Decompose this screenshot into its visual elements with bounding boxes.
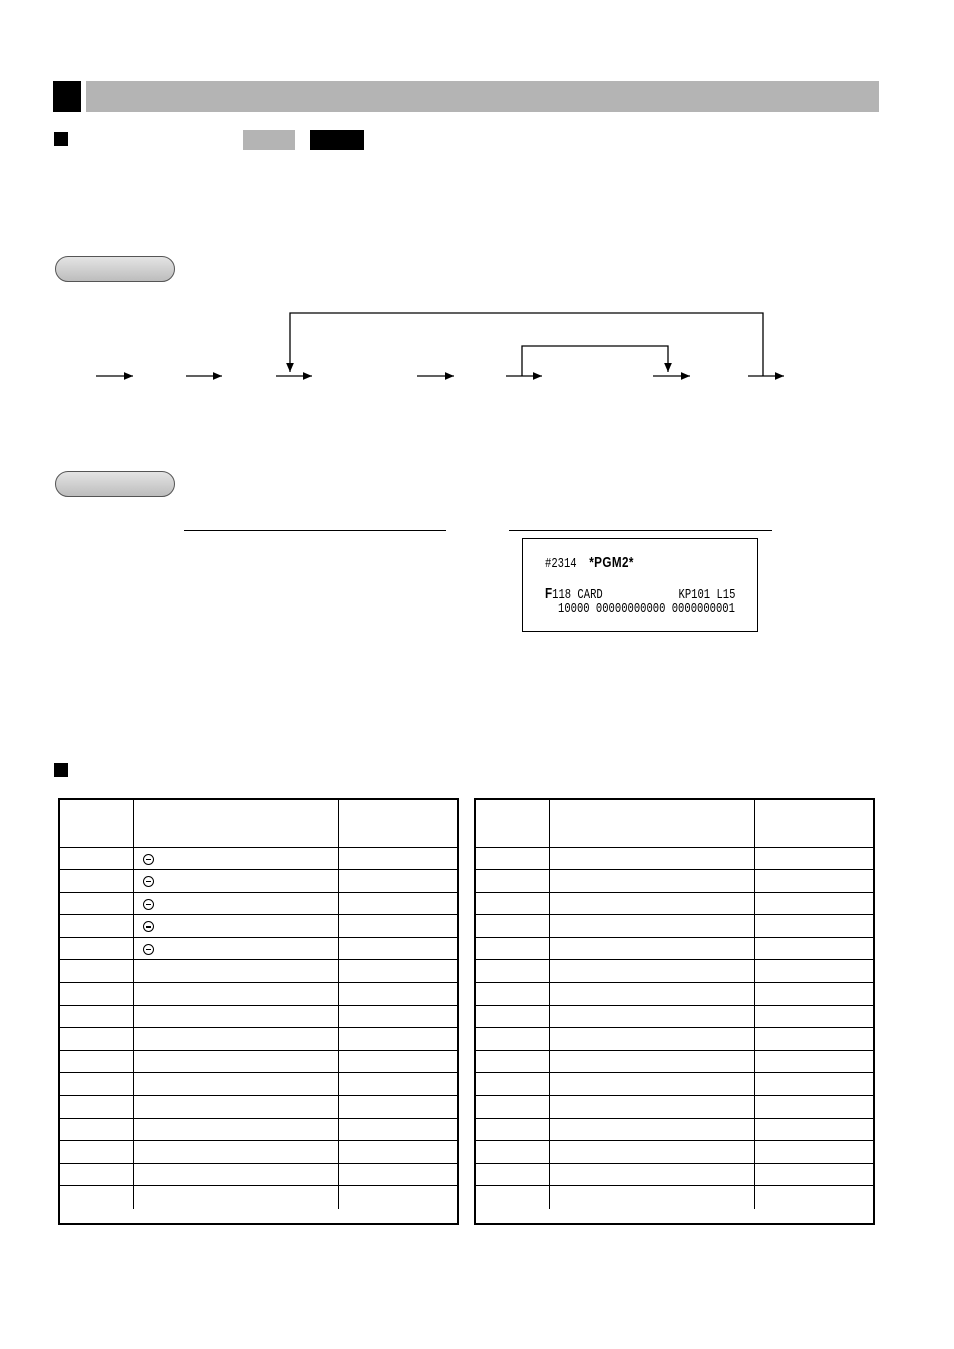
- table-cell: [549, 1005, 754, 1028]
- table-row: [476, 1163, 873, 1186]
- table-row: [60, 1163, 457, 1186]
- table-cell: [754, 1050, 873, 1073]
- table-cell: [476, 892, 549, 915]
- table-cell: [133, 870, 338, 893]
- minus-key-icon: [143, 854, 154, 865]
- table-row: [476, 1073, 873, 1096]
- header-cell: [549, 800, 754, 847]
- table-cell: [476, 915, 549, 938]
- receipt-values-line: 10000 00000000000 0000000001: [558, 602, 735, 617]
- table-cell: [754, 892, 873, 915]
- table-cell: [133, 1028, 338, 1051]
- table-cell: [338, 915, 457, 938]
- table-row: [476, 847, 873, 870]
- minus-key-icon: [143, 876, 154, 887]
- table-cell: [60, 847, 133, 870]
- table-cell: [60, 1073, 133, 1096]
- header-cell: [754, 800, 873, 847]
- minus-key-icon: [143, 944, 154, 955]
- table-cell: [133, 915, 338, 938]
- header-cell: [133, 800, 338, 847]
- receipt-line-3: [558, 603, 735, 617]
- table-row: [60, 937, 457, 960]
- subsection-bullet: [54, 132, 68, 146]
- table-cell: [549, 915, 754, 938]
- table-cell: [60, 870, 133, 893]
- table-cell: [549, 1073, 754, 1096]
- table-cell: [754, 1186, 873, 1209]
- table-cell: [754, 960, 873, 983]
- table-row: [476, 1050, 873, 1073]
- table-cell: [133, 847, 338, 870]
- table-cell: [476, 937, 549, 960]
- table-cell: [754, 1118, 873, 1141]
- table-row: [60, 847, 457, 870]
- table-right: [474, 798, 875, 1225]
- table-cell: [476, 1118, 549, 1141]
- table-right-header-row: [476, 800, 873, 847]
- table-cell: [60, 937, 133, 960]
- table-row: [476, 892, 873, 915]
- table-cell: [476, 1073, 549, 1096]
- table-cell: [133, 1141, 338, 1164]
- table-row: [476, 1141, 873, 1164]
- table-row: [60, 915, 457, 938]
- divider-right: [509, 530, 772, 531]
- table-cell: [549, 960, 754, 983]
- table-left: [58, 798, 459, 1225]
- table-cell: [754, 915, 873, 938]
- repeat-loop-outer: [290, 313, 763, 376]
- table-row: [60, 870, 457, 893]
- minus-key-icon: [143, 899, 154, 910]
- table-cell: [476, 960, 549, 983]
- table-row: [476, 1118, 873, 1141]
- table-cell: [133, 937, 338, 960]
- table-cell: [60, 915, 133, 938]
- table-row: [476, 1096, 873, 1119]
- table-cell: [60, 983, 133, 1006]
- table-cell: [754, 983, 873, 1006]
- table-cell: [133, 1186, 338, 1209]
- table-cell: [549, 937, 754, 960]
- table-cell: [476, 1163, 549, 1186]
- table-cell: [549, 1050, 754, 1073]
- table-cell: [549, 847, 754, 870]
- table-section-bullet: [54, 763, 68, 777]
- receipt-sample: [522, 538, 758, 632]
- table-cell: [338, 1096, 457, 1119]
- table-cell: [338, 1005, 457, 1028]
- table-cell: [133, 1163, 338, 1186]
- table-cell: [60, 1186, 133, 1209]
- table-row: [476, 915, 873, 938]
- table-row: [60, 892, 457, 915]
- table-cell: [549, 1118, 754, 1141]
- section-title-bar: [86, 81, 879, 112]
- table-cell: [754, 1096, 873, 1119]
- table-cell: [133, 983, 338, 1006]
- table-row: [60, 1028, 457, 1051]
- table-row: [60, 1186, 457, 1209]
- table-row: [476, 1005, 873, 1028]
- table-row: [60, 960, 457, 983]
- receipt-number: #2314: [545, 557, 577, 572]
- table-cell: [60, 1163, 133, 1186]
- table-cell: [338, 937, 457, 960]
- minus-key-icon: [143, 921, 154, 932]
- mode-pill-black: [310, 130, 364, 150]
- receipt-mode-title: *PGM2*: [589, 554, 634, 571]
- table-cell: [476, 1186, 549, 1209]
- table-cell: [60, 1118, 133, 1141]
- table-cell: [338, 1050, 457, 1073]
- table-row: [476, 960, 873, 983]
- table-cell: [476, 1028, 549, 1051]
- mode-pill-gray: [243, 130, 295, 150]
- header-cell: [476, 800, 549, 847]
- table-cell: [133, 1050, 338, 1073]
- table-cell: [133, 1096, 338, 1119]
- table-cell: [338, 847, 457, 870]
- table-cell: [549, 1186, 754, 1209]
- receipt-f-mark: F: [545, 585, 553, 602]
- table-cell: [476, 983, 549, 1006]
- table-row: [476, 1186, 873, 1209]
- key-sequence-diagram: [0, 300, 954, 390]
- table-cell: [60, 1050, 133, 1073]
- divider-left: [184, 530, 446, 531]
- print-tag: [55, 471, 175, 497]
- table-cell: [754, 1028, 873, 1051]
- table-row: [60, 1005, 457, 1028]
- table-cell: [549, 1096, 754, 1119]
- table-cell: [60, 1028, 133, 1051]
- table-cell: [549, 892, 754, 915]
- repeat-loop-inner: [522, 346, 668, 376]
- table-cell: [338, 1028, 457, 1051]
- table-cell: [338, 870, 457, 893]
- procedure-tag: [55, 256, 175, 282]
- header-cell: [60, 800, 133, 847]
- table-cell: [338, 1141, 457, 1164]
- table-left-header-row: [60, 800, 457, 847]
- table-row: [60, 983, 457, 1006]
- table-row: [60, 1141, 457, 1164]
- table-cell: [549, 1028, 754, 1051]
- table-row: [60, 1096, 457, 1119]
- table-row: [60, 1050, 457, 1073]
- table-cell: [338, 1118, 457, 1141]
- table-cell: [60, 892, 133, 915]
- table-cell: [549, 1163, 754, 1186]
- table-cell: [754, 1141, 873, 1164]
- table-cell: [338, 1186, 457, 1209]
- table-cell: [60, 1141, 133, 1164]
- table-row: [476, 870, 873, 893]
- table-cell: [476, 1096, 549, 1119]
- table-cell: [338, 983, 457, 1006]
- table-cell: [549, 983, 754, 1006]
- table-cell: [549, 1141, 754, 1164]
- table-cell: [338, 960, 457, 983]
- table-row: [60, 1118, 457, 1141]
- table-row: [476, 983, 873, 1006]
- table-cell: [338, 1163, 457, 1186]
- table-cell: [476, 1005, 549, 1028]
- table-cell: [60, 1096, 133, 1119]
- table-cell: [338, 892, 457, 915]
- receipt-item-line: 118 CARD KP101 L15: [552, 588, 736, 603]
- table-row: [476, 1028, 873, 1051]
- table-cell: [754, 1163, 873, 1186]
- table-cell: [60, 1005, 133, 1028]
- table-cell: [60, 960, 133, 983]
- receipt-line-1: [545, 556, 634, 572]
- header-cell: [338, 800, 457, 847]
- table-cell: [476, 847, 549, 870]
- section-number-badge: [53, 81, 81, 112]
- table-cell: [754, 937, 873, 960]
- table-row: [476, 937, 873, 960]
- table-row: [60, 1073, 457, 1096]
- receipt-line-2: [545, 587, 735, 603]
- table-cell: [133, 1118, 338, 1141]
- table-cell: [476, 1050, 549, 1073]
- table-cell: [476, 1141, 549, 1164]
- table-cell: [754, 870, 873, 893]
- table-cell: [754, 847, 873, 870]
- table-cell: [133, 892, 338, 915]
- table-cell: [133, 1005, 338, 1028]
- table-cell: [754, 1005, 873, 1028]
- table-cell: [133, 1073, 338, 1096]
- table-cell: [549, 870, 754, 893]
- table-cell: [754, 1073, 873, 1096]
- table-cell: [476, 870, 549, 893]
- table-cell: [338, 1073, 457, 1096]
- table-cell: [133, 960, 338, 983]
